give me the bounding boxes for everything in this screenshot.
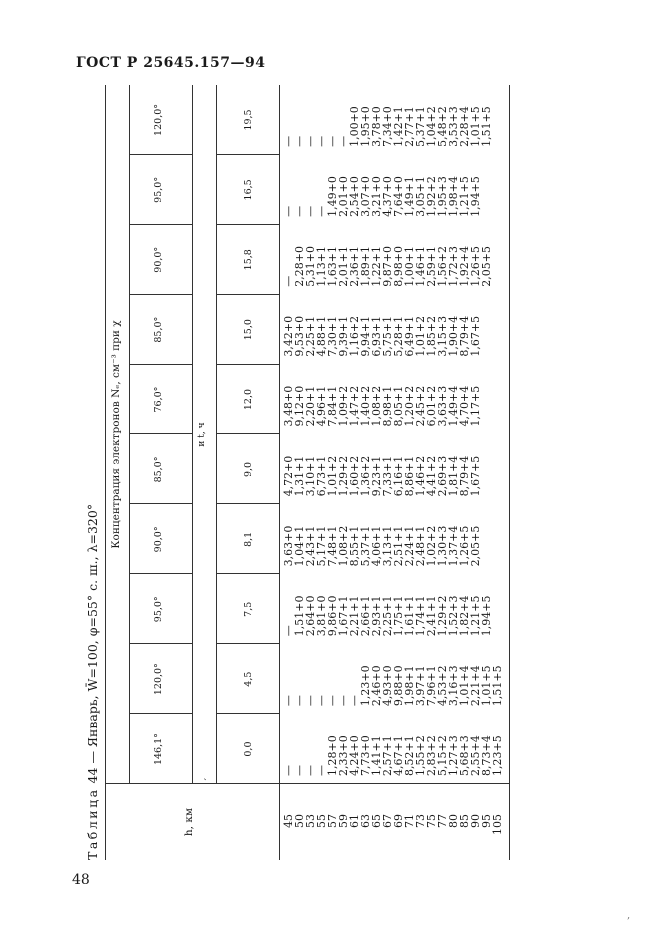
table-cell: 3,63+3 bbox=[436, 385, 449, 427]
t-header: 15,0 bbox=[243, 319, 254, 341]
table-cell: 8,05+1 bbox=[392, 385, 405, 427]
table-cell: 1,74+1 bbox=[414, 595, 427, 637]
page-mark: , bbox=[627, 910, 631, 921]
t-header: 16,5 bbox=[243, 179, 254, 201]
table-cell: 7,34+0 bbox=[381, 106, 394, 147]
table-cell: — bbox=[282, 695, 295, 707]
table-cell: 2,55+4 bbox=[469, 735, 482, 776]
h-value: 67 bbox=[381, 814, 394, 828]
table-cell: 2,83+2 bbox=[425, 735, 438, 776]
table-cell: 3,07+0 bbox=[359, 176, 372, 217]
chi-header: 120,0° bbox=[153, 103, 164, 136]
h-value: 71 bbox=[403, 814, 416, 828]
table-cell bbox=[481, 437, 492, 497]
table-cell: — bbox=[315, 695, 328, 707]
table-cell: 1,23+0 bbox=[359, 665, 372, 707]
table-cell: 4,96+1 bbox=[315, 385, 328, 427]
table-cell: 2,05+5 bbox=[480, 245, 493, 287]
table-cell: — bbox=[304, 765, 317, 776]
table-cell: — bbox=[282, 205, 295, 217]
table-cell: 2,28+0 bbox=[293, 245, 306, 287]
chi-header: 85,0° bbox=[153, 456, 164, 483]
table-cell: 5,37+1 bbox=[359, 525, 372, 567]
table-cell: — bbox=[282, 275, 295, 287]
table-cell: 2,93+1 bbox=[370, 595, 383, 637]
chi-header: 90,0° bbox=[153, 246, 164, 273]
table-cell: 7,73+0 bbox=[359, 735, 372, 776]
table-cell: 1,85+2 bbox=[425, 315, 438, 357]
table-bottom-rule bbox=[509, 85, 510, 860]
table-cell: 1,92+4 bbox=[458, 245, 471, 287]
table-cell: 1,01+2 bbox=[414, 315, 427, 357]
table-cell: 2,57+1 bbox=[381, 735, 394, 776]
table-cell: 6,73+1 bbox=[315, 455, 328, 497]
table-cell: 1,82+4 bbox=[458, 595, 471, 637]
table-cell: 5,75+1 bbox=[381, 315, 394, 357]
t-header: 8,1 bbox=[243, 531, 254, 547]
table-cell: — bbox=[326, 695, 339, 707]
chi-header: 85,0° bbox=[153, 316, 164, 343]
table-cell: 3,81+0 bbox=[315, 595, 328, 637]
table-cell: 1,01+5 bbox=[480, 665, 493, 707]
table-cell: 1,75+1 bbox=[392, 595, 405, 637]
h-value: 45 bbox=[282, 814, 295, 828]
table-cell: 1,90+4 bbox=[447, 315, 460, 357]
table-cell: 3,16+3 bbox=[447, 665, 460, 707]
table-cell: 4,70+4 bbox=[458, 385, 471, 427]
table-cell: 2,01+1 bbox=[337, 245, 350, 287]
table-cell: 2,25+1 bbox=[304, 315, 317, 357]
table-cell: 8,55+1 bbox=[348, 525, 361, 567]
h-values-column bbox=[283, 814, 503, 854]
table-cell: 1,47+2 bbox=[348, 385, 361, 427]
table-cell: 2,43+1 bbox=[304, 525, 317, 567]
rotated-table-block bbox=[85, 85, 510, 860]
table-cell: — bbox=[337, 135, 350, 147]
table-cell: 1,00+1 bbox=[403, 245, 416, 287]
table-cell: — bbox=[315, 205, 328, 217]
table-cell: 2,54+0 bbox=[348, 176, 361, 217]
caption-text: — Январь, W̄=100, φ=55° с. ш., λ=320° bbox=[85, 503, 100, 764]
table-cell: 7,30+1 bbox=[326, 315, 339, 357]
table-cell: 1,42+1 bbox=[392, 106, 405, 147]
table-cell: 1,41+1 bbox=[370, 735, 383, 776]
table-cell: 1,01+4 bbox=[458, 665, 471, 707]
table-cell: 5,28+1 bbox=[392, 315, 405, 357]
table-cell: 3,13+1 bbox=[381, 525, 394, 567]
table-cell: 5,15+2 bbox=[436, 735, 449, 776]
table-cell: 6,01+2 bbox=[425, 385, 438, 427]
table-cell: 1,63+1 bbox=[326, 245, 339, 287]
t-header: 0,0 bbox=[243, 741, 254, 757]
table-cell: 1,00+0 bbox=[348, 106, 361, 147]
value-column bbox=[283, 437, 503, 497]
table-cell: 1,26+5 bbox=[458, 525, 471, 567]
table-cell: 3,10+1 bbox=[304, 455, 317, 497]
table-cell: 2,21+1 bbox=[348, 595, 361, 637]
table-cell: 1,67+1 bbox=[337, 595, 350, 637]
table-cell: 1,29+2 bbox=[337, 455, 350, 497]
t-header: 4,5 bbox=[243, 671, 254, 687]
h-value: 73 bbox=[414, 814, 427, 828]
t-header: 7,5 bbox=[243, 601, 254, 617]
chi-header: 95,0° bbox=[153, 596, 164, 623]
table-cell: 2,20+1 bbox=[304, 385, 317, 427]
h-header: h, км bbox=[183, 807, 195, 837]
table-cell: 4,37+0 bbox=[381, 176, 394, 217]
table-cell: 1,51+5 bbox=[480, 106, 493, 147]
table-cell: 3,48+0 bbox=[282, 385, 295, 427]
table-cell: 2,59+1 bbox=[425, 245, 438, 287]
table-cell: 7,48+1 bbox=[326, 525, 339, 567]
h-column-rule bbox=[105, 783, 510, 784]
table-cell: 2,64+0 bbox=[304, 595, 317, 637]
h-value: 95 bbox=[480, 814, 493, 828]
h-value: 85 bbox=[458, 814, 471, 828]
chi-header: 76,0° bbox=[153, 386, 164, 413]
table-cell: 3,15+3 bbox=[436, 315, 449, 357]
table-cell: 4,72+0 bbox=[282, 455, 295, 497]
table-cell: — bbox=[293, 135, 306, 147]
value-column bbox=[283, 576, 503, 636]
table-cell: — bbox=[304, 205, 317, 217]
table-cell: 9,86+0 bbox=[326, 595, 339, 637]
table-cell bbox=[492, 437, 503, 497]
table-cell: 2,45+2 bbox=[414, 385, 427, 427]
value-column bbox=[283, 367, 503, 427]
chi-header: 90,0° bbox=[153, 526, 164, 553]
table-cell: — bbox=[348, 695, 361, 707]
and-t-header: и t, ч bbox=[197, 422, 207, 447]
table-cell: — bbox=[282, 625, 295, 637]
table-cell bbox=[492, 297, 503, 357]
table-cell: 1,23+5 bbox=[491, 735, 504, 776]
table-cell: 3,53+3 bbox=[447, 106, 460, 147]
table-cell: — bbox=[293, 695, 306, 707]
h-value: 53 bbox=[304, 814, 317, 828]
table-cell: 2,25+1 bbox=[381, 595, 394, 637]
h-value: 80 bbox=[447, 814, 460, 828]
h-value: 105 bbox=[491, 814, 504, 835]
group-header-rule bbox=[129, 85, 130, 784]
table-cell: 4,53+2 bbox=[436, 665, 449, 707]
table-cell: 1,30+3 bbox=[436, 525, 449, 567]
table-cell: — bbox=[304, 695, 317, 707]
table-cell: 4,06+1 bbox=[370, 525, 383, 567]
table-cell: 1,31+1 bbox=[293, 455, 306, 497]
table-cell: 6,16+1 bbox=[392, 455, 405, 497]
h-value: 61 bbox=[348, 814, 361, 828]
table-cell bbox=[492, 157, 503, 217]
table-cell: 1,29+2 bbox=[436, 595, 449, 637]
h-value: 50 bbox=[293, 814, 306, 828]
t-header: 15,8 bbox=[243, 249, 254, 271]
table-cell bbox=[481, 506, 492, 566]
table-cell bbox=[492, 227, 503, 287]
chi-header: 95,0° bbox=[153, 176, 164, 203]
table-cell: 1,49+0 bbox=[326, 176, 339, 217]
table-cell: 1,04+2 bbox=[425, 106, 438, 147]
table-cell: 1,51+5 bbox=[491, 665, 504, 707]
table-cell: 1,81+4 bbox=[447, 455, 460, 497]
table-cell: 1,37+4 bbox=[447, 525, 460, 567]
table-cell: — bbox=[282, 765, 295, 776]
table-cell: 1,56+2 bbox=[436, 245, 449, 287]
value-column bbox=[283, 157, 503, 217]
table-cell: 1,98+1 bbox=[403, 665, 416, 707]
table-cell: 1,08+2 bbox=[370, 385, 383, 427]
table-cell: 9,87+0 bbox=[381, 245, 394, 287]
value-column bbox=[283, 227, 503, 287]
table-cell: 4,88+1 bbox=[315, 315, 328, 357]
table-cell: 8,52+1 bbox=[403, 735, 416, 776]
table-cell bbox=[492, 506, 503, 566]
table-cell: — bbox=[326, 135, 339, 147]
caption-label: Таблица bbox=[85, 787, 100, 860]
value-column bbox=[283, 297, 503, 357]
data-table bbox=[105, 85, 510, 860]
table-cell: 4,93+0 bbox=[381, 665, 394, 707]
h-value: 77 bbox=[436, 814, 449, 828]
table-cell: 1,27+3 bbox=[447, 735, 460, 776]
table-cell: 1,21+5 bbox=[458, 176, 471, 217]
h-value: 75 bbox=[425, 814, 438, 828]
table-cell: 2,69+3 bbox=[436, 455, 449, 497]
table-cell: 3,63+0 bbox=[282, 525, 295, 567]
table-cell: — bbox=[293, 765, 306, 776]
value-column bbox=[283, 646, 503, 706]
table-cell: 1,46+1 bbox=[414, 245, 427, 287]
table-cell: 2,05+5 bbox=[469, 525, 482, 567]
table-cell: 9,39+1 bbox=[337, 315, 350, 357]
table-cell: 2,36+1 bbox=[348, 245, 361, 287]
h-value: 59 bbox=[337, 814, 350, 828]
table-cell: 1,36+2 bbox=[359, 455, 372, 497]
table-cell: 2,41+1 bbox=[425, 595, 438, 637]
table-cell: 1,13+1 bbox=[315, 245, 328, 287]
table-cell: 8,86+1 bbox=[403, 455, 416, 497]
table-cell: 2,51+1 bbox=[392, 525, 405, 567]
table-cell: 3,78+0 bbox=[370, 106, 383, 147]
table-cell: 1,22+1 bbox=[370, 245, 383, 287]
table-cell: 1,26+5 bbox=[469, 245, 482, 287]
table-cell: 7,84+1 bbox=[326, 385, 339, 427]
table-cell: 7,64+0 bbox=[392, 176, 405, 217]
table-cell: 4,24+0 bbox=[348, 735, 361, 776]
table-cell: 5,48+2 bbox=[436, 106, 449, 147]
value-column bbox=[283, 506, 503, 566]
table-cell: 1,46+2 bbox=[414, 455, 427, 497]
table-cell: 2,21+4 bbox=[469, 665, 482, 707]
header-bottom-rule bbox=[279, 85, 280, 860]
table-cell: — bbox=[304, 135, 317, 147]
chi-row-rule bbox=[192, 85, 193, 784]
and-t-rule bbox=[216, 85, 217, 784]
table-top-rule bbox=[105, 85, 106, 860]
table-cell: — bbox=[337, 695, 350, 707]
table-cell: 1,17+5 bbox=[469, 385, 482, 427]
table-cell: 1,67+5 bbox=[469, 315, 482, 357]
table-cell: 1,61+1 bbox=[403, 595, 416, 637]
table-cell: 9,94+1 bbox=[359, 315, 372, 357]
h-value: 63 bbox=[359, 814, 372, 828]
table-cell: 1,09+2 bbox=[337, 385, 350, 427]
table-cell bbox=[481, 367, 492, 427]
table-cell: 1,95+0 bbox=[359, 106, 372, 147]
table-cell: 3,21+0 bbox=[370, 176, 383, 217]
table-cell: 1,08+2 bbox=[337, 525, 350, 567]
table-cell: 9,23+1 bbox=[370, 455, 383, 497]
table-cell: 3,42+0 bbox=[282, 315, 295, 357]
table-cell: 1,49+1 bbox=[403, 176, 416, 217]
stray-mark: ´ bbox=[205, 777, 215, 782]
table-cell: 2,77+1 bbox=[403, 106, 416, 147]
table-cell: 1,95+3 bbox=[436, 176, 449, 217]
table-cell: 1,02+2 bbox=[425, 525, 438, 567]
table-cell: 1,21+5 bbox=[469, 595, 482, 637]
h-value: 65 bbox=[370, 814, 383, 828]
document-header: ГОСТ Р 25645.157—94 bbox=[76, 55, 266, 71]
table-cell: 8,79+4 bbox=[458, 455, 471, 497]
table-cell: 5,17+1 bbox=[315, 525, 328, 567]
table-cell: 1,16+2 bbox=[348, 315, 361, 357]
table-cell: 1,94+5 bbox=[480, 595, 493, 637]
table-cell: 6,49+1 bbox=[403, 315, 416, 357]
table-cell: 2,48+1 bbox=[414, 525, 427, 567]
table-cell: 8,98+0 bbox=[392, 245, 405, 287]
t-header: 9,0 bbox=[243, 461, 254, 478]
value-column bbox=[283, 716, 503, 776]
table-cell: 1,60+2 bbox=[348, 455, 361, 497]
table-cell: 1,92+2 bbox=[425, 176, 438, 217]
h-value: 57 bbox=[326, 814, 339, 828]
chi-header: 120,0° bbox=[153, 663, 164, 696]
table-cell: 2,28+4 bbox=[458, 106, 471, 147]
table-cell: 5,37+1 bbox=[414, 106, 427, 147]
table-cell: 5,31+0 bbox=[304, 245, 317, 287]
page-number: 48 bbox=[72, 872, 90, 888]
table-cell: 2,01+0 bbox=[337, 176, 350, 217]
table-cell bbox=[492, 367, 503, 427]
table-cell bbox=[492, 576, 503, 636]
table-cell bbox=[492, 87, 503, 147]
table-cell: 2,66+1 bbox=[359, 595, 372, 637]
table-cell: — bbox=[315, 135, 328, 147]
table-cell: 8,79+4 bbox=[458, 315, 471, 357]
table-cell: 3,05+1 bbox=[414, 176, 427, 217]
table-cell: 1,51+0 bbox=[293, 595, 306, 637]
value-column bbox=[283, 87, 503, 147]
table-cell: 1,67+5 bbox=[469, 455, 482, 497]
h-value: 69 bbox=[392, 814, 405, 828]
table-cell: 7,33+1 bbox=[381, 455, 394, 497]
table-cell: 3,97+1 bbox=[414, 665, 427, 707]
table-cell: 1,52+3 bbox=[447, 595, 460, 637]
table-cell: 1,20+2 bbox=[403, 385, 416, 427]
table-cell: 1,40+2 bbox=[359, 385, 372, 427]
table-cell: 1,01+2 bbox=[326, 455, 339, 497]
table-cell: 2,46+0 bbox=[370, 665, 383, 707]
table-cell: 1,55+2 bbox=[414, 735, 427, 776]
table-cell: 2,24+1 bbox=[403, 525, 416, 567]
table-cell: 7,96+1 bbox=[425, 665, 438, 707]
table-cell: 1,01+5 bbox=[469, 106, 482, 147]
chi-header: 146,1° bbox=[153, 733, 164, 766]
table-cell: 1,04+1 bbox=[293, 525, 306, 567]
table-cell: 1,94+5 bbox=[469, 176, 482, 217]
t-header: 12,0 bbox=[243, 388, 254, 411]
table-cell: 9,88+0 bbox=[392, 665, 405, 707]
table-cell: 8,73+4 bbox=[480, 735, 493, 776]
table-cell bbox=[481, 157, 492, 217]
table-cell: — bbox=[282, 135, 295, 147]
caption-number: 44 bbox=[85, 767, 100, 784]
table-cell: — bbox=[315, 765, 328, 776]
group-header: Концентрация электронов Nₑ, см⁻³ при χ bbox=[110, 320, 122, 549]
table-cell: 9,12+0 bbox=[293, 385, 306, 427]
h-value: 55 bbox=[315, 814, 328, 828]
table-cell: 8,98+1 bbox=[381, 385, 394, 427]
table-cell: 1,28+0 bbox=[326, 735, 339, 776]
table-cell: 1,49+4 bbox=[447, 385, 460, 427]
table-cell: — bbox=[293, 205, 306, 217]
table-cell: 1,72+3 bbox=[447, 245, 460, 287]
table-cell: 4,67+1 bbox=[392, 735, 405, 776]
h-value: 90 bbox=[469, 814, 482, 828]
table-cell bbox=[481, 297, 492, 357]
table-cell: 5,68+3 bbox=[458, 735, 471, 776]
table-cell: 6,93+1 bbox=[370, 315, 383, 357]
table-cell: 2,33+0 bbox=[337, 735, 350, 776]
table-caption bbox=[85, 85, 103, 860]
table-cell: 1,89+1 bbox=[359, 245, 372, 287]
t-header: 19,5 bbox=[243, 109, 254, 131]
table-cell: 1,98+4 bbox=[447, 176, 460, 217]
table-cell: 4,41+2 bbox=[425, 455, 438, 497]
table-cell: 9,53+0 bbox=[293, 315, 306, 357]
